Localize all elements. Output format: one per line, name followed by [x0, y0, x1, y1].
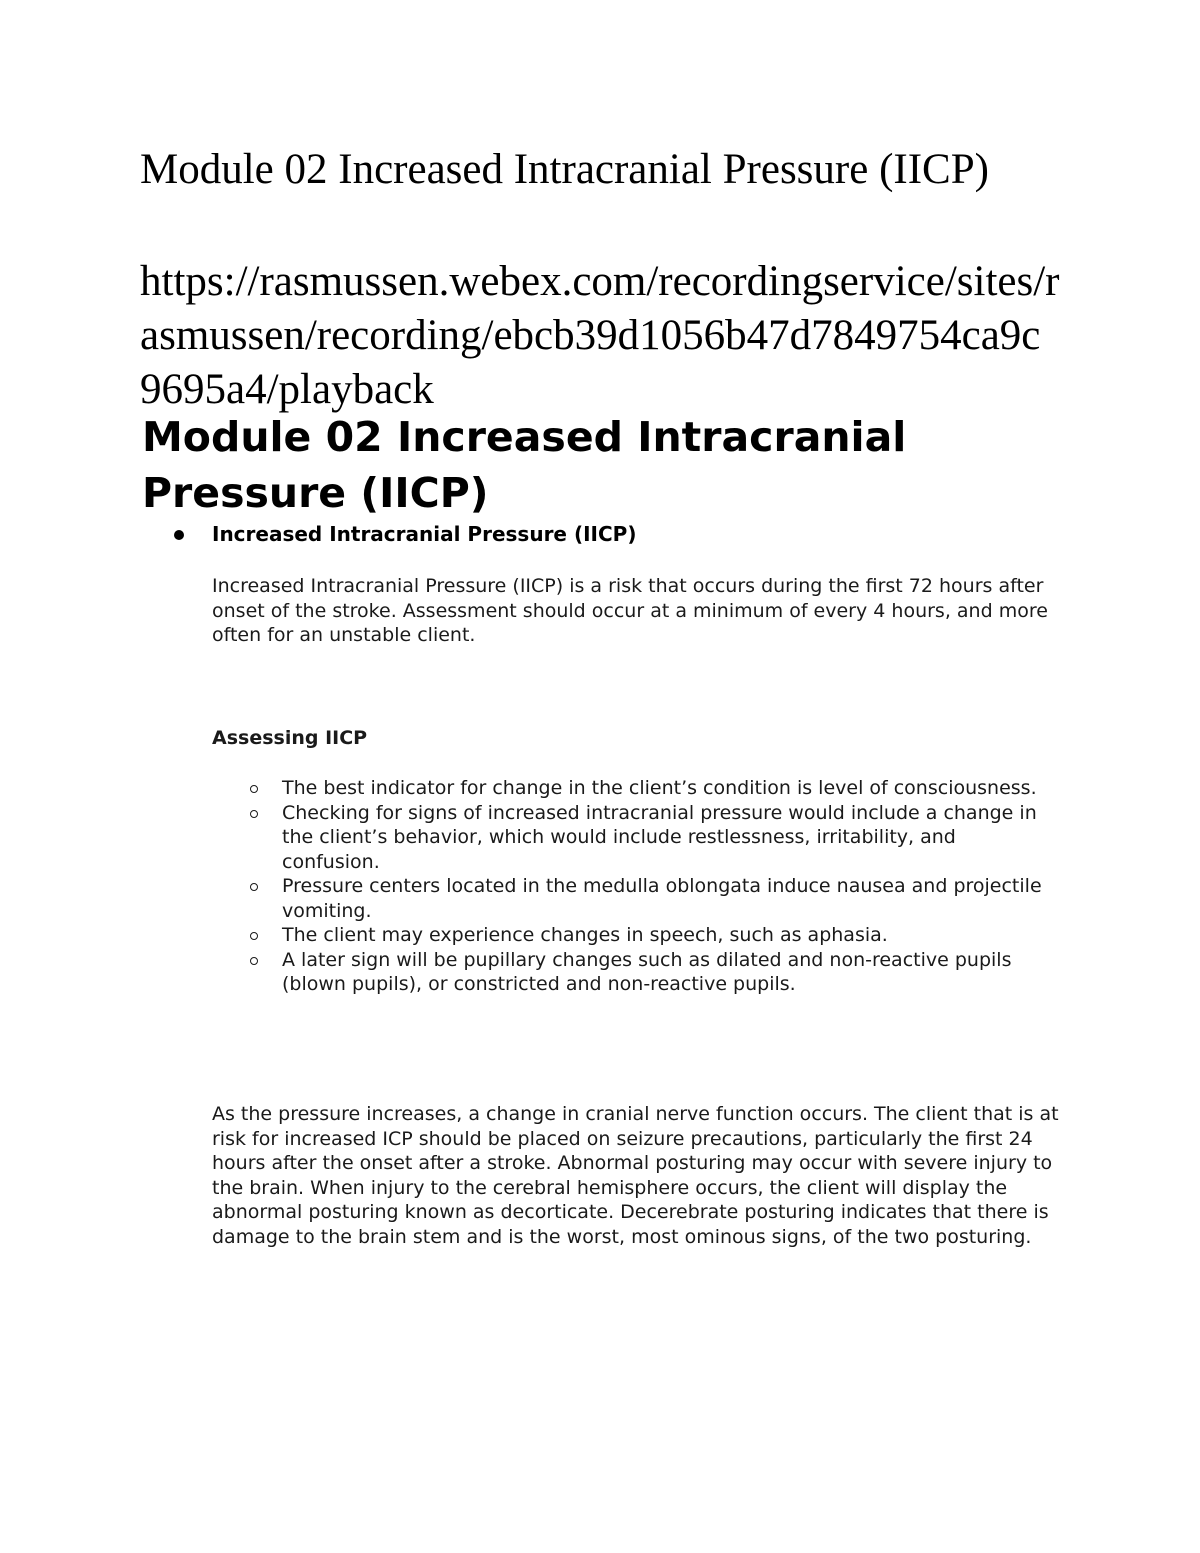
- circle-bullet-icon: [250, 932, 258, 940]
- list-item: [250, 874, 1050, 923]
- intro-paragraph: Increased Intracranial Pressure (IICP) is a risk that occurs during the first 72 hours after onset of the stroke. Assessment should occur at a minimum of every 4 hours, and more often for an unstable client.: [212, 575, 1048, 646]
- list-item-text: The best indicator for change in the client’s condition is level of consciousness.: [282, 777, 1037, 799]
- list-item: [250, 776, 1050, 801]
- bullet-icon: [174, 530, 184, 540]
- circle-bullet-icon: [250, 957, 258, 965]
- assessing-list: [250, 776, 1050, 997]
- recording-url[interactable]: https://rasmussen.webex.com/recordingservice/sites/rasmussen/recording/ebcb39d1056b47d7849754ca9c9695a4/playback: [140, 258, 1060, 413]
- circle-bullet-icon: [250, 785, 258, 793]
- circle-bullet-icon: [250, 883, 258, 891]
- assessing-heading: Assessing IICP: [212, 727, 368, 749]
- list-item: [250, 923, 1050, 948]
- bullet-label: Increased Intracranial Pressure (IICP): [212, 522, 637, 546]
- circle-bullet-icon: [250, 810, 258, 818]
- document-title: Module 02 Increased Intracranial Pressure (IICP): [140, 146, 989, 193]
- list-item-text: The client may experience changes in speech, such as aphasia.: [282, 924, 888, 946]
- list-item-text: Pressure centers located in the medulla oblongata induce nausea and projectile vomiting.: [282, 875, 1042, 922]
- list-item-text: A later sign will be pupillary changes such as dilated and non-reactive pupils (blown pupils), or constricted and non-reactive pupils.: [282, 948, 1012, 995]
- list-item-text: Checking for signs of increased intracranial pressure would include a change in the client’s behavior, which would include restlessness, irritability, and confusion.: [282, 801, 1037, 873]
- main-bullet-item: [174, 520, 1074, 550]
- closing-paragraph: As the pressure increases, a change in cranial nerve function occurs. The client that is at risk for increased ICP should be placed on seizure precautions, particularly the first 24 hours after the onset after a stroke. Abnormal posturing may occur with severe injury to the brain. When injury to the cerebral hemisphere occurs, the client will display the abnormal posturing known as decorticate. Decerebrate posturing indicates that there is damage to the brain stem and is the worst, most ominous signs, of the two posturing.: [212, 1103, 1059, 1248]
- list-item: [250, 801, 1050, 875]
- list-item: [250, 948, 1050, 997]
- section-heading: Module 02 Increased Intracranial Pressure (IICP): [142, 413, 907, 517]
